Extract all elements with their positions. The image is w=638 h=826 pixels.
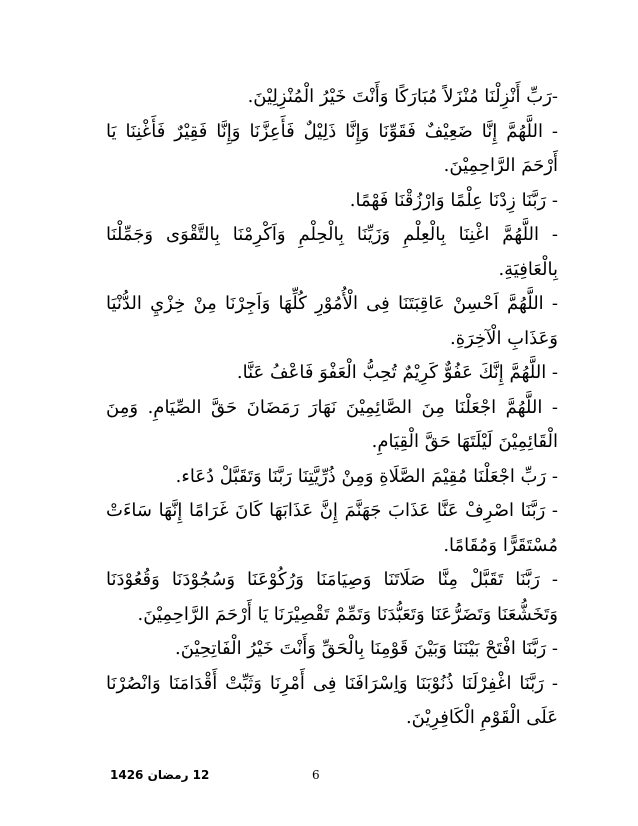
dua-10: - رَبَّنَا تَقَبَّلْ مِنَّا صَلَاتَنَا وَصِيَامَنَا وَرُكُوْعَنَا وَسُجُوْدَنَا وَقُعُوْدَنَا وَتَخَشُّعَنَا وَتَضَرُّعَنَا وَتَعَبُّدَنَا وَتَمِّمْ تَقْصِيْرَنَا يَا أَرْحَمَ الرَّاحِمِيْنَ. (106, 569, 558, 625)
dua-4: - اللَّهُمَّ اغْنِنَا بِالْعِلْمِ وَزَيِّنَا بِالْحِلْمِ وَاَكْرِمْنَا بِالتَّقْوَى وَجَمِّلْنَا بِالْعَافِيَةِ. (106, 224, 558, 280)
dua-2: - اللَّهُمَّ إِنَّا ضَعِيْفٌ فَقَوِّنَا وَإِنَّا ذَلِيْلٌ فَأَعِزَّنَا وَإِنَّا فَقِيْرٌ فَأَغْنِنَا يَا أَرْحَمَ الرَّاحِمِيْنَ. (106, 120, 558, 176)
dua-1: -رَبِّ أَنْزِلْنَا مُنْزَلاً مُبَارَكًا وَأَنْتَ خَيْرُ الْمُنْزِلِيْنَ. (247, 86, 558, 107)
dua-12: - رَبَّنَا اغْفِرْلَنَا ذُنُوْبَنَا وَاِسْرَافَنَا فِى أَمْرِنَا وَثَبِّتْ أَقْدَامَنَا وَانْصُرْنَا عَلَى الْقَوْمِ الْكَافِرِيْنَ. (106, 672, 558, 728)
dua-11: - رَبَّنَا افْتَحْ بَيْنَنَا وَبَيْنَ قَوْمِنَا بِالْحَقِّ وَأَنْتَ خَيْرُ الْفَاتِحِيْنَ. (175, 638, 558, 659)
dua-8: - رَبِّ اجْعَلْنَا مُقِيْمَ الصَّلَاةِ وَمِنْ ذُرِّيَّتِنَا رَبَّنَا وَتَقَبَّلْ دُعَاء. (175, 465, 558, 487)
dua-9: - رَبَّنَا اصْرِفْ عَنَّا عَذَابَ جَهَنَّمَ إِنَّ عَذَابَهَا كَانَ غَرَامًا إِنَّهَا سَاءَتْ مُسْتَقَرًّا وَمُقَامًا. (106, 500, 558, 556)
dua-7: - اللَّهُمَّ اجْعَلْنَا مِنَ الصَّائِمِيْنَ نَهَارَ رَمَضَانَ حَقَّ الصِّيَامِ. وَمِنَ الْقَائِمِيْنَ لَيْلَتَهَا حَقَّ الْقِيَامِ. (106, 396, 558, 452)
footer-date: 12 رمضان 1426 (110, 768, 210, 782)
page-number: 6 (312, 768, 320, 782)
dua-3: - رَبَّنَا زِدْنَا عِلْمًا وَارْزُقْنَا فَهْمًا. (349, 189, 558, 211)
dua-5: - اللَّهُمَّ اَحْسِنْ عَاقِبَتَنَا فِى الْأُمُوْرِ كُلِّهَا وَاَجِرْنَا مِنْ خِزْيِ الدُّنْيَا وَعَذَابِ الْآخِرَةِ. (106, 293, 558, 349)
supplications-list (106, 80, 558, 736)
dua-6: - اللَّهُمَّ إِنَّكَ عَفُوٌّ كَرِيْمٌ تُحِبُّ الْعَفْوَ فَاعْفُ عَنَّا. (236, 362, 558, 383)
